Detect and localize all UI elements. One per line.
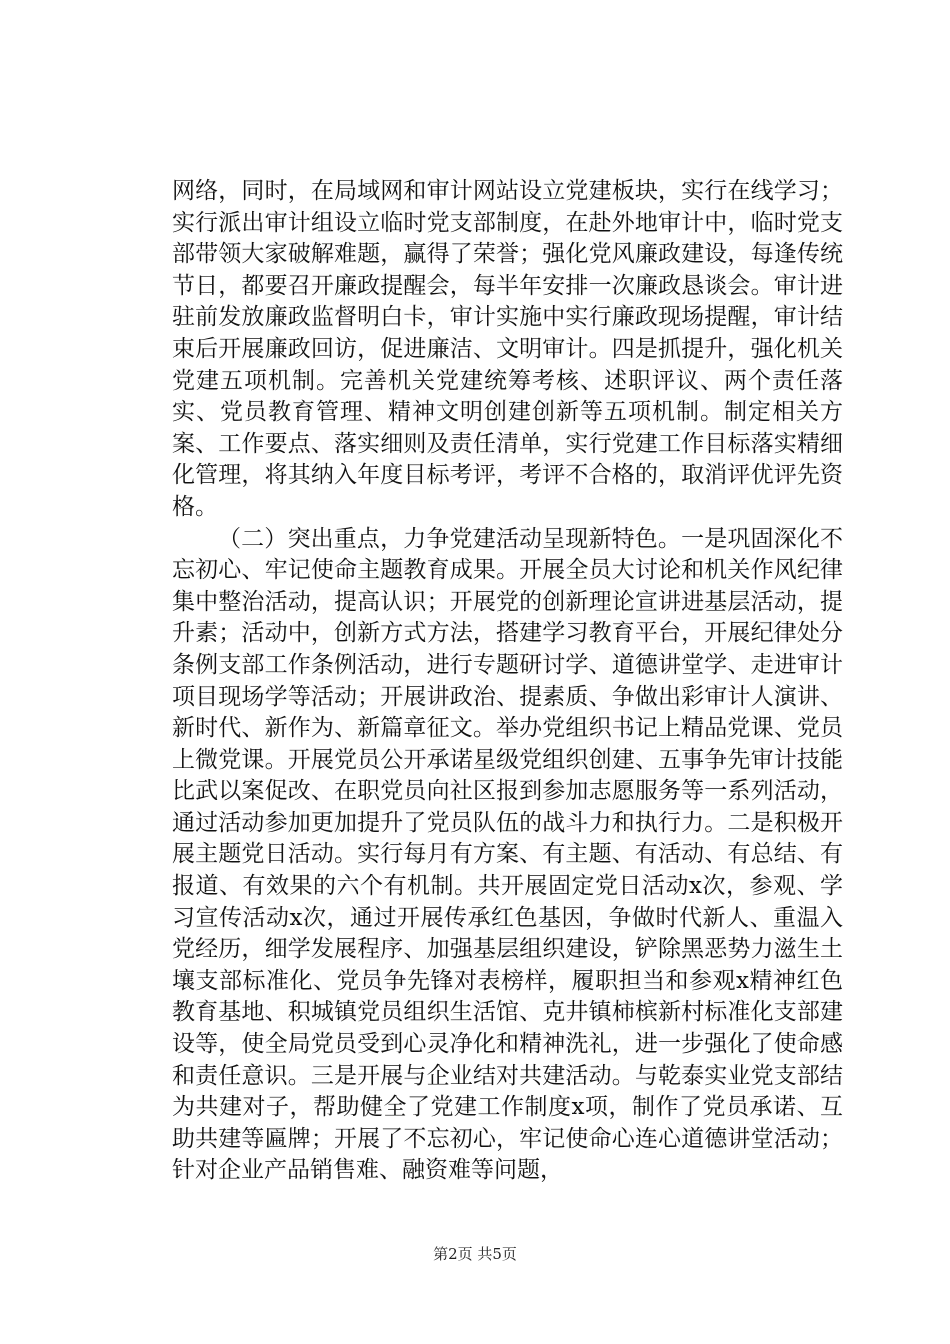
page-number-footer: 第2页 共5页 bbox=[433, 1245, 517, 1263]
paragraph-1: 网络，同时，在局域网和审计网站设立党建板块，实行在线学习；实行派出审计组设立临时党支部制度，在赴外地审计中，临时党支部带领大家破解难题，赢得了荣誉；强化党风廉政建设，每逢传统节日，都要召开廉政提醒会，每半年安排一次廉政恳谈会。审计进驻前发放廉政监督明白卡，审计实施中实行廉政现场提醒，审计结束后开展廉政回访，促进廉洁、文明审计。四是抓提升，强化机关党建五项机制。完善机关党建统筹考核、述职评议、两个责任落实、党员教育管理、精神文明创建创新等五项机制。制定相关方案、工作要点、落实细则及责任清单，实行党建工作目标落实精细化管理，将其纳入年度目标考评，考评不合格的，取消评优评先资格。 bbox=[172, 178, 843, 520]
document-body bbox=[172, 176, 843, 1187]
paragraph-2: （二）突出重点，力争党建活动呈现新特色。一是巩固深化不忘初心、牢记使命主题教育成果。开展全员大讨论和机关作风纪律集中整治活动，提高认识；开展党的创新理论宣讲进基层活动，提升素；活动中，创新方式方法，搭建学习教育平台，开展纪律处分条例支部工作条例活动，进行专题研讨学、道德讲堂学、走进审计项目现场学等活动；开展讲政治、提素质、争做出彩审计人演讲、新时代、新作为、新篇章征文。举办党组织书记上精品党课、党员上微党课。开展党员公开承诺星级党组织创建、五事争先审计技能比武以案促改、在职党员向社区报到参加志愿服务等一系列活动，通过活动参加更加提升了党员队伍的战斗力和执行力。二是积极开展主题党日活动。实行每月有方案、有主题、有活动、有总结、有报道、有效果的六个有机制。共开展固定党日活动x次，参观、学习宣传活动x次，通过开展传承红色基因，争做时代新人、重温入党经历，细学发展程序、加强基层组织建设，铲除黑恶势力滋生土壤支部标准化、党员争先锋对表榜样，履职担当和参观x精神红色教育基地、积城镇党员组织生活馆、克井镇柿槟新村标准化支部建设等，使全局党员受到心灵净化和精神洗礼，进一步强化了使命感和责任意识。三是开展与企业结对共建活动。与乾泰实业党支部结为共建对子，帮助健全了党建工作制度x项，制作了党员承诺、互助共建等匾牌；开展了不忘初心，牢记使命心连心道德讲堂活动；针对企业产品销售难、融资难等问题， bbox=[172, 525, 843, 1184]
